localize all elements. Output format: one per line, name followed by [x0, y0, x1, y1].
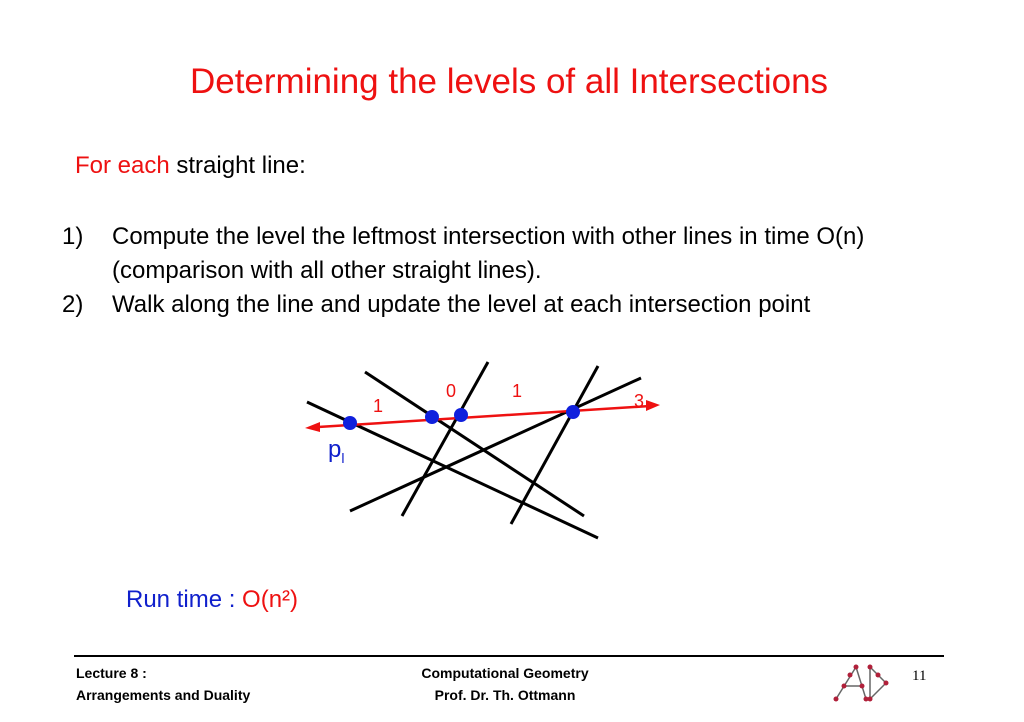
level-label: 1 [373, 396, 384, 416]
runtime-value: O(n²) [242, 586, 299, 613]
intersection-point [425, 410, 439, 424]
straight-line [511, 366, 598, 524]
intro-rest: straight line: [169, 152, 306, 179]
point-label-sub: l [341, 450, 345, 466]
university-logo-icon [830, 661, 892, 703]
level-label: 3 [634, 391, 645, 411]
level-labels [373, 381, 644, 416]
arrow-right-icon [646, 400, 660, 411]
footer-course-name: Computational Geometry [421, 665, 589, 681]
arrow-left-icon [305, 422, 320, 432]
footer-divider [74, 655, 944, 657]
step-text: Walk along the line and update the level at each intersection point [112, 291, 811, 318]
level-label: 1 [512, 381, 523, 401]
intersection-point [343, 416, 357, 430]
point-label-main: p [328, 436, 342, 463]
step-text: Compute the level the leftmost intersection with other lines in time O(n) (comparison with all other straight lines). [112, 223, 865, 284]
sweep-line [318, 406, 650, 427]
step-number: 2) [62, 291, 84, 318]
footer-lecture-topic: Arrangements and Duality [76, 687, 251, 703]
step-number: 1) [62, 223, 84, 250]
straight-lines [307, 362, 641, 538]
runtime-label: Run time : [126, 586, 243, 613]
intersection-point [566, 405, 580, 419]
slide-title: Determining the levels of all Intersections [189, 62, 829, 101]
footer-lecture [76, 662, 250, 706]
straight-line [402, 362, 488, 516]
point-label [328, 436, 344, 466]
footer-course [350, 662, 660, 706]
page-number: 11 [912, 668, 927, 684]
footer-professor: Prof. Dr. Th. Ottmann [434, 687, 576, 703]
intro-highlight: For each [75, 152, 170, 179]
level-label: 0 [446, 381, 457, 401]
footer-lecture-number: Lecture 8 : [76, 665, 147, 681]
intersection-point [454, 408, 468, 422]
runtime-text [126, 586, 298, 614]
